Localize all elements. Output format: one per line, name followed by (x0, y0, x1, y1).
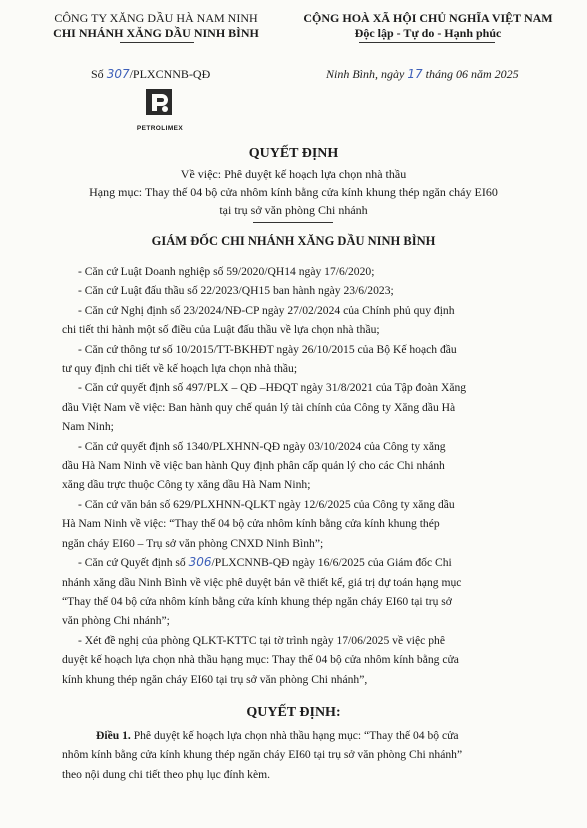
handwritten-doc-number: 307 (106, 67, 130, 81)
article-1-line2: nhôm kính bằng cửa kính khung thép ngăn cháy EI60 tại trụ sở văn phòng Chi nhánh” (62, 748, 463, 762)
basis-line: Nam Ninh; (62, 420, 114, 434)
legal-bases (62, 262, 554, 689)
basis-line: - Căn cứ Nghị định số 23/2024/NĐ-CP ngày 27/02/2024 của Chính phủ quy định (78, 303, 455, 317)
title-item-line2: tại trụ sở văn phòng Chi nhánh (219, 203, 368, 217)
title-item-line1: Hạng mục: Thay thế 04 bộ cửa nhôm kính bằng cửa kính khung thép ngăn cháy EI60 (89, 185, 498, 199)
article-1-label: Điều 1. (96, 729, 131, 742)
article-1 (62, 726, 554, 784)
basis-line: tư quy định chi tiết về kế hoạch lựa chọn nhà thầu; (62, 362, 298, 376)
doc-number: Số 307/PLXCNNB-QĐ (91, 67, 211, 81)
basis-line: - Căn cứ văn bản số 629/PLXHNN-QLKT ngày 12/6/2025 của Công ty xăng dầu (78, 497, 455, 511)
basis-line: - Căn cứ quyết định số 1340/PLXHNN-QĐ ngày 03/10/2024 của Công ty xăng (78, 439, 446, 453)
basis-line: Hà Nam Ninh về việc: “Thay thế 04 bộ cửa nhôm kính bằng cửa kính khung thép (62, 517, 440, 531)
document-title: QUYẾT ĐỊNH (248, 146, 339, 161)
handwritten-day: 17 (407, 67, 423, 81)
basis-line: chi tiết thi hành một số điều của Luật đấu thầu về lựa chọn nhà thầu; (62, 323, 380, 337)
basis-line: xăng dầu trực thuộc Công ty xăng dầu Hà Nam Ninh; (62, 478, 311, 492)
basis-decision-line3: “Thay thế 04 bộ cửa nhôm kính bằng cửa kính khung thép ngăn cháy EI60 tại trụ sở (62, 594, 452, 608)
org-block (40, 11, 272, 41)
petrolimex-logo-icon (136, 88, 184, 126)
national-motto: Độc lập - Tự do - Hạnh phúc (354, 26, 502, 40)
article-1-line1: Điều 1. Phê duyệt kế hoạch lựa chọn nhà thầu hạng mục: “Thay thế 04 bộ cửa (96, 729, 459, 742)
basis-decision-line4: văn phòng Chi nhánh”; (62, 614, 170, 628)
basis-line: - Căn cứ thông tư số 10/2015/TT-BKHĐT ngày 26/10/2015 của Bộ Kế hoạch đầu (78, 342, 457, 356)
title-underline (253, 222, 333, 223)
org-parent-name: CÔNG TY XĂNG DẦU HÀ NAM NINH (54, 11, 258, 25)
handwritten-decision-number: 306 (188, 555, 212, 570)
org-underline (120, 42, 194, 43)
article-1-line3: theo nội dung chi tiết theo phụ lục đính kèm. (62, 767, 271, 781)
nation-title: CỘNG HOÀ XÃ HỘI CHỦ NGHĨA VIỆT NAM (303, 11, 553, 25)
basis-decision-line2: nhánh xăng dầu Ninh Bình về việc phê duyệt bản vẽ thiết kế, giá trị dự toán hạng mục (62, 575, 462, 589)
decision-heading: QUYẾT ĐỊNH: (246, 705, 341, 720)
proposal-line: kính khung thép ngăn cháy EI60 tại trụ sở văn phòng Chi nhánh”, (62, 672, 368, 686)
proposal-line: duyệt kế hoạch lựa chọn nhà thầu hạng mục: Thay thế 04 bộ cửa nhôm kính bằng cửa (62, 653, 459, 667)
basis-line: - Căn cứ Luật đấu thầu số 22/2023/QH15 ban hành ngày 23/6/2023; (78, 284, 394, 298)
logo-wordmark: PETROLIMEX (136, 125, 184, 132)
proposal-line: - Xét đề nghị của phòng QLKT-KTTC tại tờ trình ngày 17/06/2025 về việc phê (78, 633, 445, 647)
basis-line: dầu Hà Nam Ninh về việc ban hành Quy định phân cấp quản lý cho các Chi nhánh (62, 459, 445, 473)
basis-line: dầu Việt Nam về việc: Ban hành quy chế quản lý tài chính của Công ty Xăng dầu Hà (62, 400, 456, 414)
authority-heading: GIÁM ĐỐC CHI NHÁNH XĂNG DẦU NINH BÌNH (151, 234, 436, 248)
title-subject: Về việc: Phê duyệt kế hoạch lựa chọn nhà thầu (180, 167, 407, 181)
title-subject-block (0, 165, 587, 219)
motto-underline (359, 42, 495, 43)
issue-date: Ninh Bình, ngày 17 tháng 06 năm 2025 (326, 67, 519, 81)
basis-line: - Căn cứ Luật Doanh nghiệp số 59/2020/QH14 ngày 17/6/2020; (78, 265, 375, 278)
national-header (293, 11, 563, 41)
org-branch-name: CHI NHÁNH XĂNG DẦU NINH BÌNH (53, 26, 259, 40)
basis-line: ngăn cháy EI60 – Trụ sở văn phòng CNXD Ninh Bình”; (62, 536, 324, 550)
basis-line: - Căn cứ quyết định số 497/PLX – QĐ –HĐQT ngày 31/8/2021 của Tập đoàn Xăng (78, 381, 467, 395)
basis-decision-line1: - Căn cứ Quyết định số 306/PLXCNNB-QĐ ngày 16/6/2025 của Giám đốc Chi (78, 555, 452, 570)
